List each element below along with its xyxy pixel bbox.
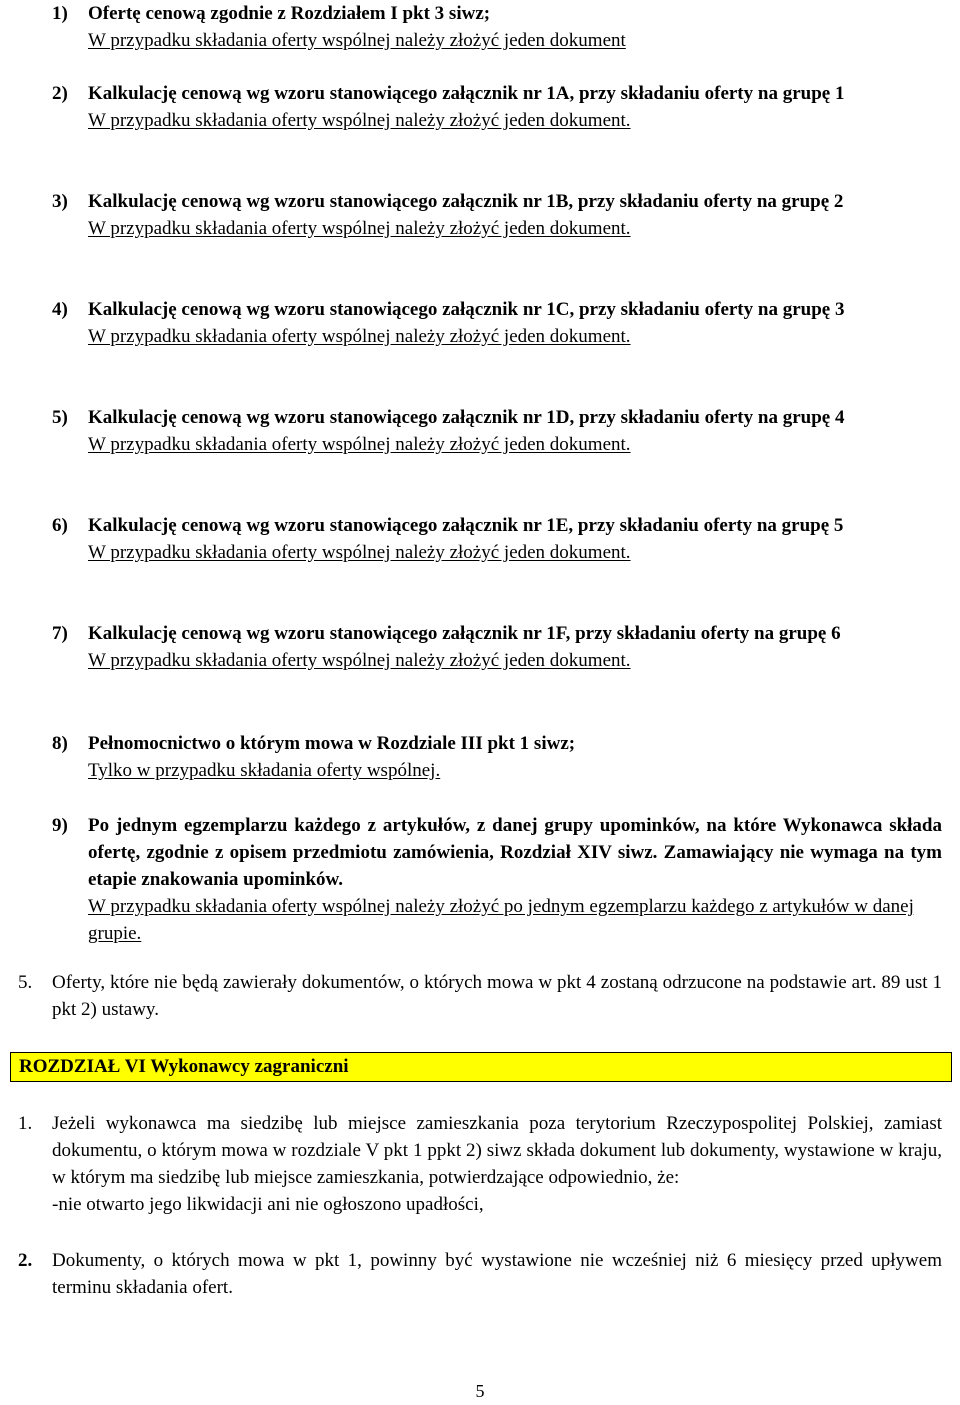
item-title: Kalkulację cenową wg wzoru stanowiącego załącznik nr 1D, przy składaniu oferty na grupę 4 [88,407,845,428]
list-item-9 [52,812,942,947]
item-title: Kalkulację cenową wg wzoru stanowiącego załącznik nr 1F, przy składaniu oferty na grupę 6 [88,623,841,644]
item-note: W przypadku składania oferty wspólnej należy złożyć jeden dokument. [88,434,631,455]
item-number: 6) [52,515,68,536]
section-item-number: 1. [18,1113,33,1134]
list-item-1 [52,0,942,54]
list-item-7 [52,620,942,674]
list-item-4 [52,296,942,350]
point-5 [18,969,942,1023]
item-title: Kalkulację cenową wg wzoru stanowiącego załącznik nr 1B, przy składaniu oferty na grupę 2 [88,191,844,212]
item-title: Kalkulację cenową wg wzoru stanowiącego załącznik nr 1E, przy składaniu oferty na grupę 5 [88,515,844,536]
item-note: W przypadku składania oferty wspólnej należy złożyć jeden dokument. [88,326,631,347]
item-note: W przypadku składania oferty wspólnej należy złożyć po jednym egzemplarzu każdego z artykułów w danej grupie. [88,896,914,944]
list-item-3 [52,188,942,242]
section-item-2 [18,1247,942,1301]
section-heading-text: ROZDZIAŁ VI Wykonawcy zagraniczni [19,1056,349,1077]
item-title: Ofertę cenową zgodnie z Rozdziałem I pkt 3 siwz; [88,3,491,24]
list-item-5 [52,404,942,458]
item-number: 4) [52,299,68,320]
item-number: 7) [52,623,68,644]
item-number: 3) [52,191,68,212]
section-item-text: Jeżeli wykonawca ma siedzibę lub miejsce zamieszkania poza terytorium Rzeczypospolitej Polskiej, zamiast dokumentu, o którym mowa w rozdziale V pkt 1 ppkt 2) siwz składa dokument lub dokumenty, wystawione w kraju, w którym ma siedzibę lub miejsce zamieszkania, potwierdzające odpowiednio, że: [52,1113,942,1188]
page-number: 5 [475,1381,485,1401]
item-title: Kalkulację cenową wg wzoru stanowiącego załącznik nr 1A, przy składaniu oferty na grupę 1 [88,83,845,104]
section-item-text: Dokumenty, o których mowa w pkt 1, powinny być wystawione nie wcześniej niż 6 miesięcy przed upływem terminu składania ofert. [52,1250,942,1298]
item-title: Po jednym egzemplarzu każdego z artykułów, z danej grupy upominków, na które Wykonawca składa ofertę, zgodnie z opisem przedmiotu zamówienia, Rozdział XIV siwz. Zamawiający nie wymaga na tym etapie znakowania upominków. [88,815,942,890]
item-note: Tylko w przypadku składania oferty wspólnej. [88,760,441,781]
item-note: W przypadku składania oferty wspólnej należy złożyć jeden dokument. [88,650,631,671]
item-number: 1) [52,3,68,24]
point-text: Oferty, które nie będą zawierały dokumentów, o których mowa w pkt 4 zostaną odrzucone na podstawie art. 89 ust 1 pkt 2) ustawy. [52,972,942,1020]
item-number: 9) [52,815,68,836]
item-note: W przypadku składania oferty wspólnej należy złożyć jeden dokument. [88,542,631,563]
list-item-6 [52,512,942,566]
item-note: W przypadku składania oferty wspólnej należy złożyć jeden dokument. [88,110,631,131]
item-note: W przypadku składania oferty wspólnej należy złożyć jeden dokument [88,30,626,51]
item-number: 8) [52,733,68,754]
section-item-1 [18,1110,942,1218]
item-number: 2) [52,83,68,104]
item-note: W przypadku składania oferty wspólnej należy złożyć jeden dokument. [88,218,631,239]
section-item-extra: -nie otwarto jego likwidacji ani nie ogłoszono upadłości, [52,1194,484,1215]
list-item-8 [52,730,942,784]
item-title: Pełnomocnictwo o którym mowa w Rozdziale III pkt 1 siwz; [88,733,576,754]
list-item-2 [52,80,942,134]
point-number: 5. [18,972,33,993]
section-heading [10,1052,952,1082]
item-number: 5) [52,407,68,428]
item-title: Kalkulację cenową wg wzoru stanowiącego załącznik nr 1C, przy składaniu oferty na grupę 3 [88,299,845,320]
section-item-number: 2. [18,1250,33,1271]
